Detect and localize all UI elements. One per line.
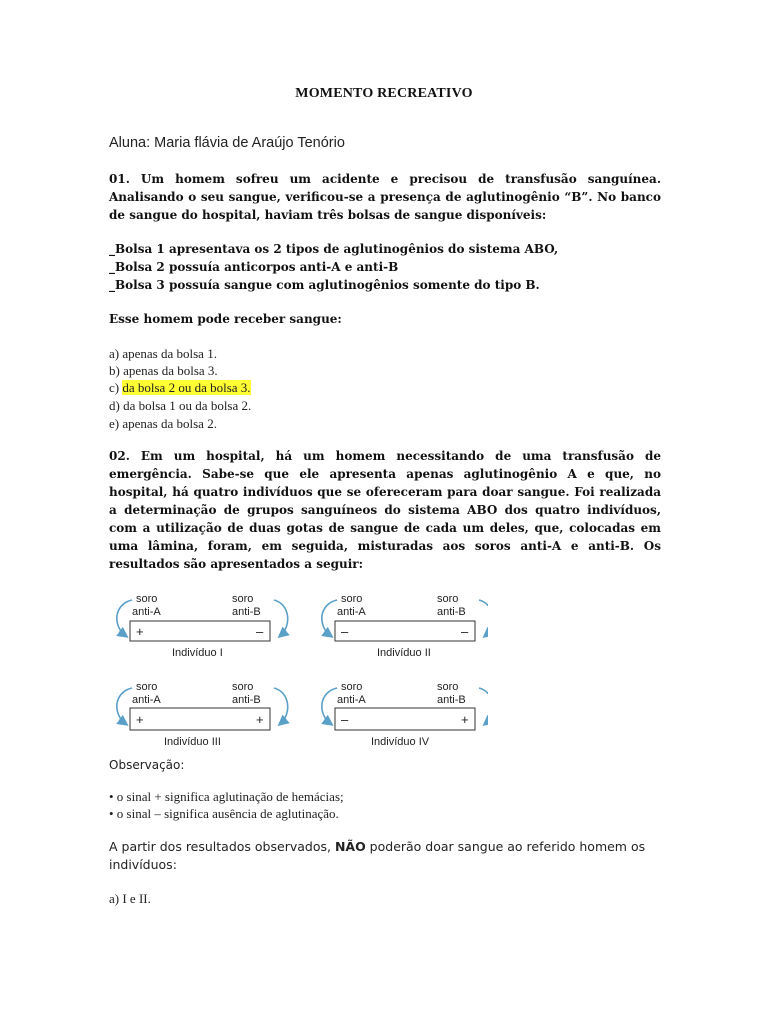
option-text: apenas da bolsa 2. [122,416,217,431]
sign-anti-b: – [461,624,469,639]
lamina-slide [335,621,475,641]
option-text: apenas da bolsa 3. [123,363,218,378]
question-1-prompt: Esse homem pode receber sangue: [109,312,342,326]
observacao-bullet-2: • o sinal – significa ausência de aglutinação. [109,806,339,821]
bolsa-2: _Bolsa 2 possuía anticorpos anti-A e anti-B [109,260,399,274]
option-1b [109,362,218,380]
sign-anti-b: + [256,712,264,727]
option-text: apenas da bolsa 1. [122,346,217,361]
individuo-label: Indivíduo IV [371,736,430,748]
agglutination-figure [108,586,488,754]
arrow-right-icon [479,688,488,724]
anti-a-label: anti-A [132,694,161,706]
panel-individuo-3 [117,681,288,748]
arrow-right-icon [479,600,488,636]
lamina-slide [130,708,270,730]
soro-label: soro [232,593,254,605]
option-1a [109,345,217,363]
soro-label: soro [437,593,459,605]
observacao-bullet-1: • o sinal + significa aglutinação de hemácias; [109,789,344,804]
question-1-text: 01. Um homem sofreu um acidente e precisou de transfusão sanguínea. Analisando o seu sangue, verificou-se a presença de aglutinogênio “B”. No banco de sangue do hospital, haviam três bolsas de sangue disponíveis: [109,172,661,222]
option-1d [109,397,251,415]
panel-individuo-2 [322,593,488,659]
bolsa-1: _Bolsa 1 apresentava os 2 tipos de aglutinogênios do sistema ABO, [109,242,559,256]
arrow-right-icon [274,600,288,636]
panel-individuo-4 [322,681,488,748]
anti-b-label: anti-B [437,694,466,706]
student-name: Aluna: Maria flávia de Araújo Tenório [109,135,345,151]
sign-anti-a: – [341,624,349,639]
option-letter: a) [109,346,120,361]
prompt-text: A partir dos resultados observados, [109,839,335,854]
anti-a-label: anti-A [337,606,366,618]
anti-b-label: anti-B [437,606,466,618]
anti-a-label: anti-A [337,694,366,706]
observacao-title: Observação: [109,758,185,772]
option-letter: d) [109,398,120,413]
highlighted-answer: da bolsa 2 ou da bolsa 3. [122,380,251,395]
option-letter: e) [109,416,120,431]
option-1e [109,415,217,433]
individuo-label: Indivíduo II [377,647,431,659]
sign-anti-b: + [461,712,469,727]
soro-label: soro [136,681,158,693]
prompt-emphasis: NÃO [334,839,366,854]
lamina-slide [335,708,475,730]
option-2a: a) I e II. [109,891,151,906]
individuo-label: Indivíduo I [172,647,223,659]
anti-b-label: anti-B [232,694,261,706]
soro-label: soro [136,593,158,605]
sign-anti-b: – [256,624,264,639]
soro-label: soro [341,593,363,605]
anti-b-label: anti-B [232,606,261,618]
lamina-slide [130,621,270,641]
anti-a-label: anti-A [132,606,161,618]
soro-label: soro [232,681,254,693]
sign-anti-a: + [136,712,144,727]
option-letter: b) [109,363,120,378]
question-2-text: 02. Em um hospital, há um homem necessitando de uma transfusão de emergência. Sabe-se que ele apresenta apenas aglutinogênio A e que, no hospital, há quatro indivíduos que se ofereceram para doar sangue. Foi realizada a determinação de grupos sanguíneos do sistema ABO dos quatro indivíduos, com a utilização de duas gotas de sangue de cada um deles, que, colocadas em uma lâmina, foram, em seguida, misturadas aos soros anti-A e anti-B. Os resultados são apresentados a seguir: [109,449,661,571]
page-title: MOMENTO RECREATIVO [295,86,473,101]
prompt-text: poderão doar sangue ao referido homem os indivíduos: [109,839,646,872]
question-2-prompt [109,838,669,874]
arrow-right-icon [274,688,288,724]
option-letter: c) [109,380,120,395]
sign-anti-a: + [136,624,144,639]
bolsa-3: _Bolsa 3 possuía sangue com aglutinogênios somente do tipo B. [109,278,540,292]
soro-label: soro [437,681,459,693]
option-text: da bolsa 1 ou da bolsa 2. [123,398,252,413]
option-1c [109,379,251,397]
soro-label: soro [341,681,363,693]
individuo-label: Indivíduo III [164,736,221,748]
sign-anti-a: – [341,712,349,727]
panel-individuo-1 [117,593,288,659]
